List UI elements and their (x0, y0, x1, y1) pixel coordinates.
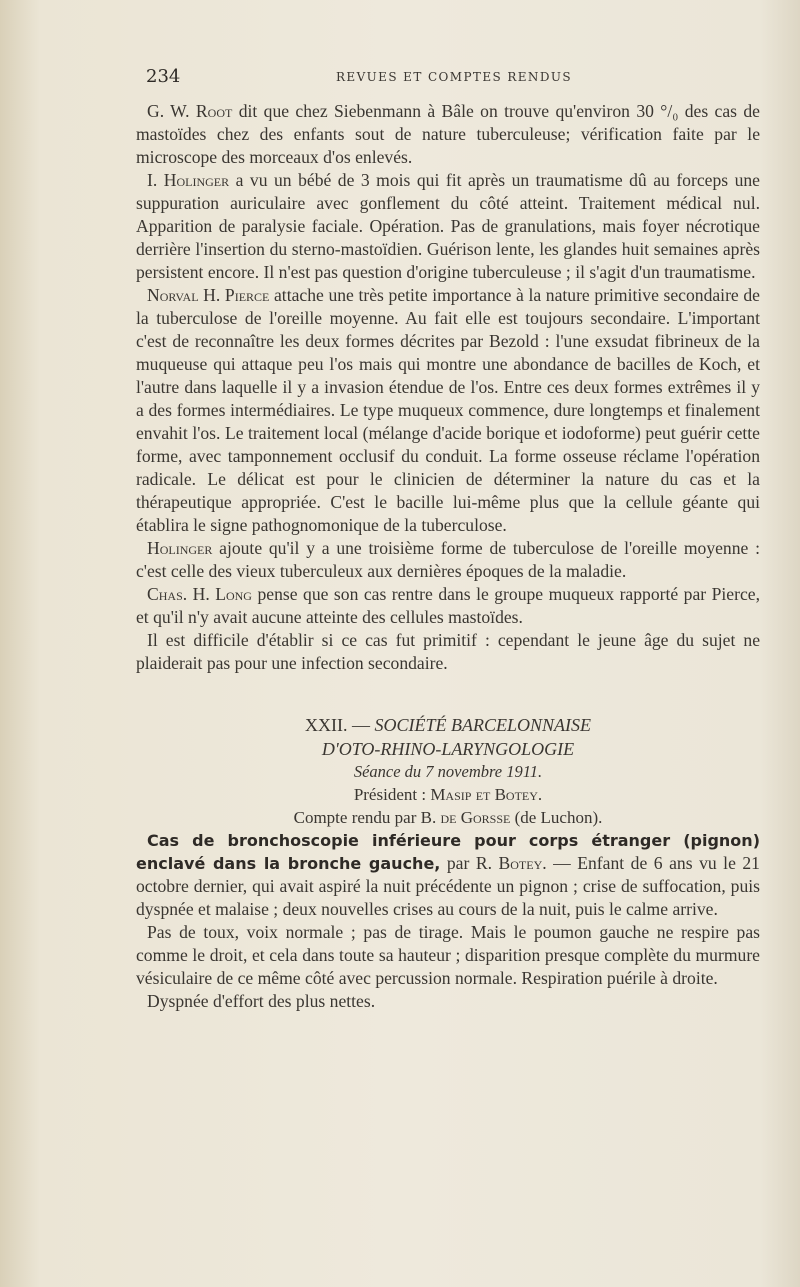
paragraph (136, 284, 760, 537)
session-date: Séance du 7 novembre 1911. (353, 762, 543, 781)
paragraph-text: attache une très petite importance à la nature primitive secondaire de la tuberculose de l'oreille moyenne. Au fait elle est toujours secondaire. L'important c'est de reconnaître les deux formes décrites par Bezold : l'une exsudat fibrineux de la muqueuse qui attaque peu l'os mais qui montre une abondance de bacilles de Koch, et l'autre dans laquelle il y a invasion étendue de l'os. Entre ces deux formes extrêmes il y a des formes intermédiaires. Le type muqueux commence, dure longtemps et finalement envahit l'os. Le traitement local (mélange d'acide borique et iodoforme) peut guérir cette forme, avec tamponnement occlusif du conduit. La forme osseuse réclame l'opération radicale. Le délicat est pour le clinicien de déterminer la nature du cas et la thérapeutique appropriée. C'est le bacille lui-même plus que la cellule géante qui établira le signe pathognomonique de la tuberculose. (136, 285, 760, 535)
paragraph-text: Pas de toux, voix normale ; pas de tirage. Mais le poumon gauche ne respire pas comme le droit, et cela dans toute sa hauteur ; disparition presque complète du murmure vésiculaire de ce même côté avec percussion normale. Respiration puérile à droite. (136, 922, 760, 988)
case-by: par R. (440, 853, 499, 873)
case-paragraph (136, 829, 760, 921)
president-label: Président : (353, 785, 431, 804)
paragraph-text: pense que son cas rentre dans le groupe muqueux rapporté par Pierce, et qu'il n'y avait aucune atteinte des cellules mastoïdes. (136, 584, 760, 627)
president-names: Masip et Botey. (430, 785, 543, 804)
author-name: Chas. H. Long (147, 584, 252, 604)
paragraph-text: dit que chez Siebenmann à Bâle on trouve qu'environ 30 °/₀ des cas de mastoïdes chez des enfants sout de nature tuberculeuse; vérification faite par le microscope des morceaux d'os enlevés. (136, 101, 760, 167)
president-line (136, 783, 760, 806)
paragraph-text: Il est difficile d'établir si ce cas fut primitif : cependant le jeune âge du sujet ne plaiderait pas pour une infection secondaire. (136, 630, 760, 673)
society-name: SOCIÉTÉ BARCELONNAISE (374, 715, 591, 735)
paragraph-text: a vu un bébé de 3 mois qui fit après un traumatisme dû au forceps une suppuration auriculaire avec gonflement du côté atteint. Traitement médical nul. Apparition de paralysie faciale. Opération. Pas de granulations, mais foyer nécrotique derrière l'insertion du sterno-mastoïdien. Guérison lente, les glandes huit semaines après persistent encore. Il n'est pas question d'origine tuberculeuse ; il s'agit d'un traumatisme. (136, 170, 760, 282)
author-name: Holinger (147, 538, 213, 558)
author-name: G. W. Root (147, 101, 233, 121)
report-credit (136, 806, 760, 829)
paragraph (136, 100, 760, 169)
paragraph (136, 921, 760, 990)
paragraph-text: ajoute qu'il y a une troisième forme de tuberculose de l'oreille moyenne : c'est celle des vieux tuberculeux aux dernières époques de la maladie. (136, 538, 760, 581)
article-body (136, 100, 760, 1013)
society-specialty: D'OTO-RHINO-LARYNGOLOGIE (321, 739, 575, 759)
case-title: Cas de bronchoscopie inférieure pour corps étranger (pignon) enclavé dans la bronche gauche, (136, 831, 760, 873)
paragraph (136, 537, 760, 583)
section-heading (136, 713, 760, 829)
section-title (136, 713, 760, 738)
page-number: 234 (146, 66, 181, 87)
running-title: REVUES ET COMPTES RENDUS (336, 70, 572, 84)
page-header (146, 66, 760, 90)
paragraph (136, 583, 760, 629)
case-author: Botey (498, 853, 543, 873)
paragraph (136, 629, 760, 675)
author-name: I. Holinger (147, 170, 230, 190)
section-number: XXII. — (305, 715, 370, 735)
paragraph (136, 990, 760, 1013)
reporter-name: de Gorsse (440, 808, 511, 827)
paragraph (136, 169, 760, 284)
author-name: Norval H. Pierce (147, 285, 270, 305)
paragraph-text: Dyspnée d'effort des plus nettes. (147, 991, 376, 1011)
case-text: . — Enfant de 6 ans vu le 21 octobre dernier, qui avait aspiré la nuit précédente un pignon ; crise de suffocation, puis dyspnée et malaise ; deux nouvelles crises au cours de la nuit, puis le calme arrive. (136, 853, 760, 919)
report-suffix: (de Luchon). (510, 808, 603, 827)
report-label: Compte rendu par B. (293, 808, 441, 827)
